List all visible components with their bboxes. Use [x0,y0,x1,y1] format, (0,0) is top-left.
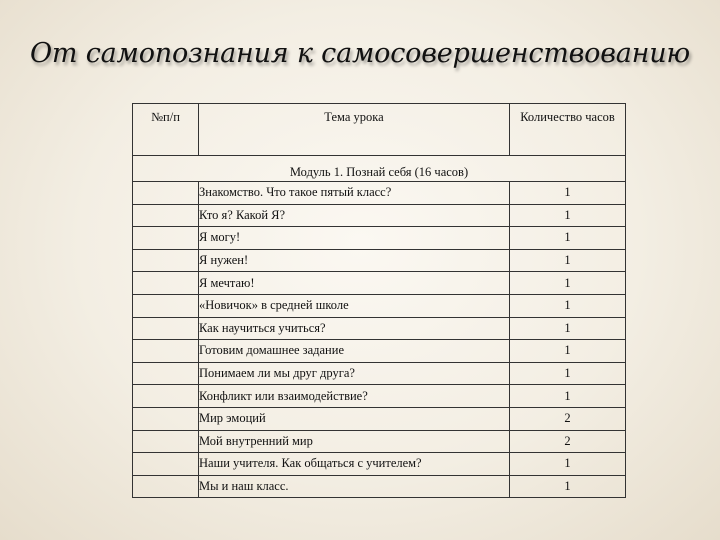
row-topic: Мы и наш класс. [199,475,510,498]
table-header-row [133,104,626,156]
row-hours: 1 [510,204,626,227]
header-num: №п/п [133,104,199,156]
table-row [133,475,626,498]
table-row [133,227,626,250]
module-row [133,156,626,182]
table-row [133,272,626,295]
row-hours: 1 [510,475,626,498]
table-row [133,385,626,408]
row-num-cell [133,385,199,408]
row-hours: 1 [510,294,626,317]
table-row [133,407,626,430]
row-topic: Наши учителя. Как общаться с учителем? [199,453,510,476]
header-topic: Тема урока [199,104,510,156]
row-num-cell [133,340,199,363]
row-hours: 1 [510,385,626,408]
table-row [133,430,626,453]
row-topic: Мир эмоций [199,407,510,430]
header-hours: Количество часов [510,104,626,156]
row-hours: 1 [510,182,626,205]
row-topic: Мой внутренний мир [199,430,510,453]
row-num-cell [133,272,199,295]
row-hours: 1 [510,227,626,250]
row-topic: Знакомство. Что такое пятый класс? [199,182,510,205]
row-hours: 2 [510,407,626,430]
row-topic: Я нужен! [199,249,510,272]
page-title: От самопознания к самосовершенствованию [30,38,690,69]
row-topic: Я мечтаю! [199,272,510,295]
row-num-cell [133,227,199,250]
row-num-cell [133,294,199,317]
row-num-cell [133,362,199,385]
row-hours: 1 [510,362,626,385]
row-hours: 1 [510,272,626,295]
row-num-cell [133,317,199,340]
table-row [133,317,626,340]
table-row [133,182,626,205]
lessons-table [132,103,626,498]
table-row [133,453,626,476]
table-row [133,340,626,363]
table-row [133,204,626,227]
row-hours: 1 [510,317,626,340]
row-topic: Понимаем ли мы друг друга? [199,362,510,385]
table-row [133,294,626,317]
row-topic: «Новичок» в средней школе [199,294,510,317]
row-topic: Как научиться учиться? [199,317,510,340]
row-num-cell [133,475,199,498]
row-hours: 2 [510,430,626,453]
row-topic: Конфликт или взаимодействие? [199,385,510,408]
row-topic: Кто я? Какой Я? [199,204,510,227]
row-topic: Я могу! [199,227,510,250]
row-num-cell [133,453,199,476]
row-num-cell [133,182,199,205]
row-num-cell [133,407,199,430]
table-row [133,362,626,385]
row-num-cell [133,204,199,227]
row-hours: 1 [510,453,626,476]
row-num-cell [133,430,199,453]
row-hours: 1 [510,249,626,272]
row-hours: 1 [510,340,626,363]
table-row [133,249,626,272]
row-num-cell [133,249,199,272]
row-topic: Готовим домашнее задание [199,340,510,363]
module-title: Модуль 1. Познай себя (16 часов) [133,156,626,182]
